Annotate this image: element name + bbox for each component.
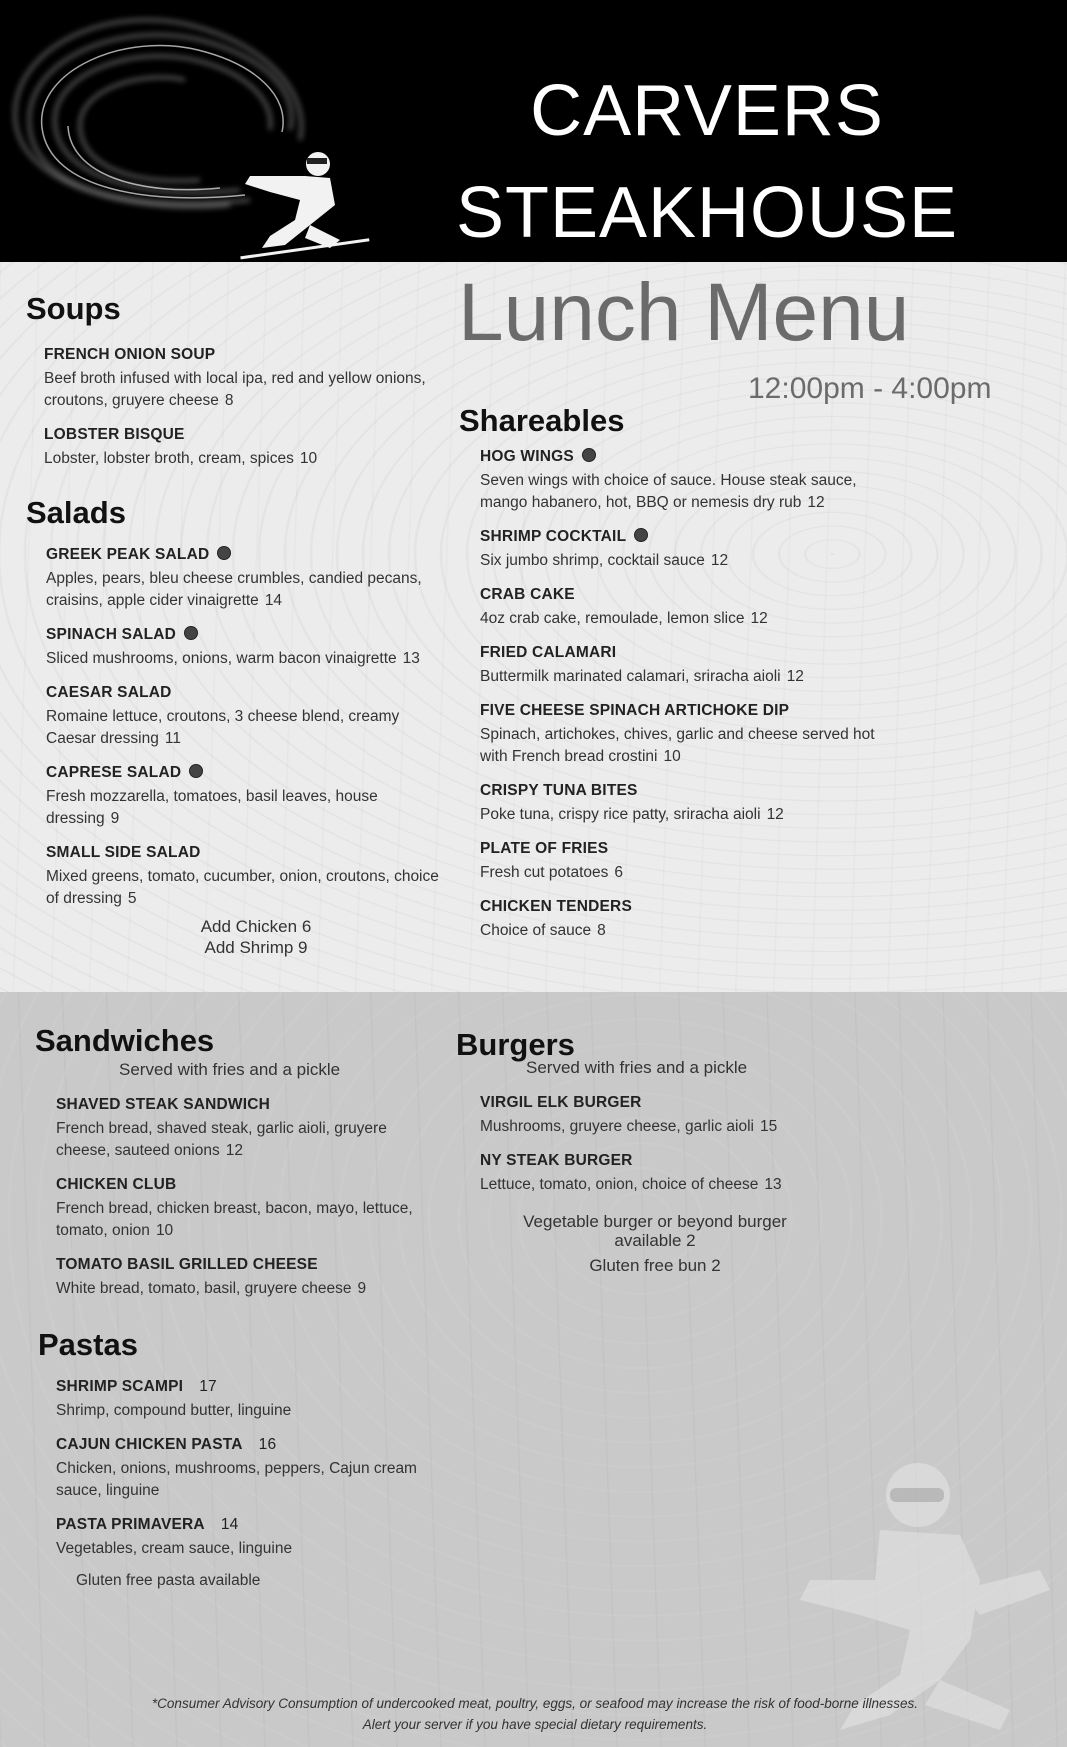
header-banner <box>0 0 1067 262</box>
gluten-free-icon <box>582 448 596 462</box>
addon-chicken: Add Chicken 6 <box>200 917 312 937</box>
soups-heading: Soups <box>26 291 121 326</box>
item-name: CAJUN CHICKEN PASTA 16 <box>56 1436 277 1454</box>
item-price: 10 <box>663 748 681 766</box>
gluten-free-icon <box>217 546 231 560</box>
list-item <box>46 764 446 830</box>
item-desc: Poke tuna, crispy rice patty, sriracha aioli 12 <box>480 806 784 824</box>
item-desc: French bread, shaved steak, garlic aioli, gruyere cheese, sauteed onions 12 <box>56 1120 387 1160</box>
item-price: 12 <box>710 552 729 570</box>
item-price: 14 <box>264 592 283 610</box>
list-item <box>26 346 436 412</box>
item-price: 10 <box>299 450 318 468</box>
item-name: SHRIMP COCKTAIL <box>480 528 879 546</box>
consumer-advisory: *Consumer Advisory Consumption of undercooked meat, poultry, eggs, or seafood may increase the risk of food-borne illnesses. Alert your server if you have special dietary requirements. <box>151 1696 919 1732</box>
item-name: CRAB CAKE <box>480 586 575 604</box>
item-price: 17 <box>199 1378 217 1396</box>
item-name: CAESAR SALAD <box>46 684 172 702</box>
item-desc: Mushrooms, gruyere cheese, garlic aioli 15 <box>480 1118 778 1136</box>
item-desc: White bread, tomato, basil, gruyere cheese 9 <box>56 1280 367 1298</box>
item-desc: Beef broth infused with local ipa, red and yellow onions, croutons, gruyere cheese 8 <box>44 370 426 410</box>
list-item <box>480 586 879 630</box>
gf-bun-note: Gluten free bun 2 <box>589 1256 721 1276</box>
item-price: 12 <box>807 494 825 512</box>
list-item <box>480 840 879 884</box>
list-item <box>46 844 446 910</box>
sandwiches-section <box>35 1024 445 1300</box>
item-name: CHICKEN TENDERS <box>480 898 632 916</box>
item-name: CAPRESE SALAD <box>46 764 446 782</box>
item-price: 12 <box>766 806 784 824</box>
addon-shrimp: Add Shrimp 9 <box>204 938 308 958</box>
item-name: PASTA PRIMAVERA 14 <box>56 1516 239 1534</box>
item-desc: Fresh cut potatoes 6 <box>480 864 623 882</box>
item-price: 9 <box>110 810 120 828</box>
item-name: PLATE OF FRIES <box>480 840 609 858</box>
gluten-free-icon <box>634 528 648 542</box>
item-name: CRISPY TUNA BITES <box>480 782 638 800</box>
item-name: NY STEAK BURGER <box>480 1152 633 1170</box>
item-desc: Six jumbo shrimp, cocktail sauce 12 <box>480 552 729 570</box>
burgers-subheading: Served with fries and a pickle <box>526 1058 748 1078</box>
list-item <box>56 1096 445 1162</box>
item-desc: Vegetables, cream sauce, linguine <box>56 1540 293 1558</box>
item-desc: Fresh mozzarella, tomatoes, basil leaves, house dressing 9 <box>46 788 378 828</box>
list-item <box>56 1176 445 1242</box>
burgers-section <box>456 1028 876 1276</box>
item-desc: Choice of sauce 8 <box>480 922 606 940</box>
item-price: 12 <box>225 1142 243 1160</box>
item-price: 13 <box>402 650 420 668</box>
item-name: FIVE CHEESE SPINACH ARTICHOKE DIP <box>480 702 790 720</box>
item-desc: Romaine lettuce, croutons, 3 cheese blend, creamy Caesar dressing 11 <box>46 708 400 748</box>
list-item <box>480 644 879 688</box>
item-desc: French bread, chicken breast, bacon, mayo, lettuce, tomato, onion 10 <box>56 1200 413 1240</box>
item-price: 8 <box>224 392 234 410</box>
item-price: 8 <box>597 922 606 940</box>
brand-line-1: CARVERS <box>530 71 884 151</box>
list-item <box>480 528 879 572</box>
item-price: 12 <box>750 610 768 628</box>
item-price: 10 <box>155 1222 174 1240</box>
item-price: 12 <box>786 668 804 686</box>
list-item <box>26 426 436 470</box>
shareables-heading: Shareables <box>459 403 625 438</box>
list-item <box>46 684 446 750</box>
sandwiches-subheading: Served with fries and a pickle <box>119 1060 341 1080</box>
item-desc: Chicken, onions, mushrooms, peppers, Cajun cream sauce, linguine <box>56 1460 417 1500</box>
item-name: LOBSTER BISQUE <box>44 426 185 444</box>
list-item <box>480 898 879 942</box>
item-name: SMALL SIDE SALAD <box>46 844 201 862</box>
item-price: 11 <box>164 730 181 748</box>
gluten-free-icon <box>184 626 198 640</box>
item-name: VIRGIL ELK BURGER <box>480 1094 642 1112</box>
item-desc: Lobster, lobster broth, cream, spices 10 <box>44 450 318 468</box>
item-desc: Buttermilk marinated calamari, sriracha aioli 12 <box>480 668 804 686</box>
list-item <box>56 1516 438 1560</box>
item-name: SPINACH SALAD <box>46 626 446 644</box>
item-price: 14 <box>220 1516 239 1534</box>
item-desc: 4oz crab cake, remoulade, lemon slice 12 <box>480 610 768 628</box>
shareables-section <box>459 404 879 942</box>
menu-title: Lunch Menu <box>458 267 910 358</box>
salads-heading: Salads <box>26 495 126 530</box>
sandwiches-heading: Sandwiches <box>35 1023 215 1058</box>
item-price: 15 <box>759 1118 778 1136</box>
gf-pasta-note: Gluten free pasta available <box>76 1572 261 1590</box>
item-price: 9 <box>357 1280 367 1298</box>
list-item <box>480 1152 876 1196</box>
gluten-free-icon <box>189 764 203 778</box>
item-desc: Lettuce, tomato, onion, choice of cheese 13 <box>480 1176 782 1194</box>
item-desc: Seven wings with choice of sauce. House steak sauce, mango habanero, hot, BBQ or nemesis dry rub 12 <box>480 472 857 512</box>
list-item <box>46 546 446 612</box>
pastas-section <box>38 1328 438 1592</box>
burgers-heading: Burgers <box>456 1027 575 1062</box>
pastas-heading: Pastas <box>38 1327 138 1362</box>
list-item <box>56 1256 445 1300</box>
veg-burger-note: Vegetable burger or beyond burger available 2 <box>523 1212 787 1251</box>
list-item <box>480 448 879 514</box>
list-item <box>480 782 879 826</box>
item-name: SHAVED STEAK SANDWICH <box>56 1096 271 1114</box>
list-item <box>56 1436 438 1502</box>
list-item <box>56 1378 438 1422</box>
item-price: 6 <box>614 864 623 882</box>
item-desc: Sliced mushrooms, onions, warm bacon vinaigrette 13 <box>46 650 420 668</box>
brand-line-2: STEAKHOUSE <box>455 173 959 253</box>
menu-hours: 12:00pm - 4:00pm <box>748 372 992 405</box>
list-item <box>480 702 879 768</box>
item-price: 5 <box>127 890 137 908</box>
item-name: FRENCH ONION SOUP <box>44 346 216 364</box>
item-desc: Spinach, artichokes, chives, garlic and cheese served hot with French bread crostini 10 <box>480 726 875 766</box>
item-name: HOG WINGS <box>480 448 879 466</box>
item-desc: Mixed greens, tomato, cucumber, onion, croutons, choice of dressing 5 <box>46 868 439 908</box>
list-item <box>480 1094 876 1138</box>
skier-swirl-logo <box>0 0 400 262</box>
item-desc: Apples, pears, bleu cheese crumbles, candied pecans, craisins, apple cider vinaigrette 14 <box>46 570 422 610</box>
salads-section <box>26 496 446 958</box>
item-price: 13 <box>764 1176 782 1194</box>
soups-section <box>26 292 436 470</box>
item-name: GREEK PEAK SALAD <box>46 546 446 564</box>
item-price: 16 <box>258 1436 277 1454</box>
item-name: FRIED CALAMARI <box>480 644 617 662</box>
item-name: SHRIMP SCAMPI 17 <box>56 1378 217 1396</box>
item-desc: Shrimp, compound butter, linguine <box>56 1402 292 1420</box>
item-name: TOMATO BASIL GRILLED CHEESE <box>56 1256 318 1274</box>
list-item <box>46 626 446 670</box>
item-name: CHICKEN CLUB <box>56 1176 177 1194</box>
